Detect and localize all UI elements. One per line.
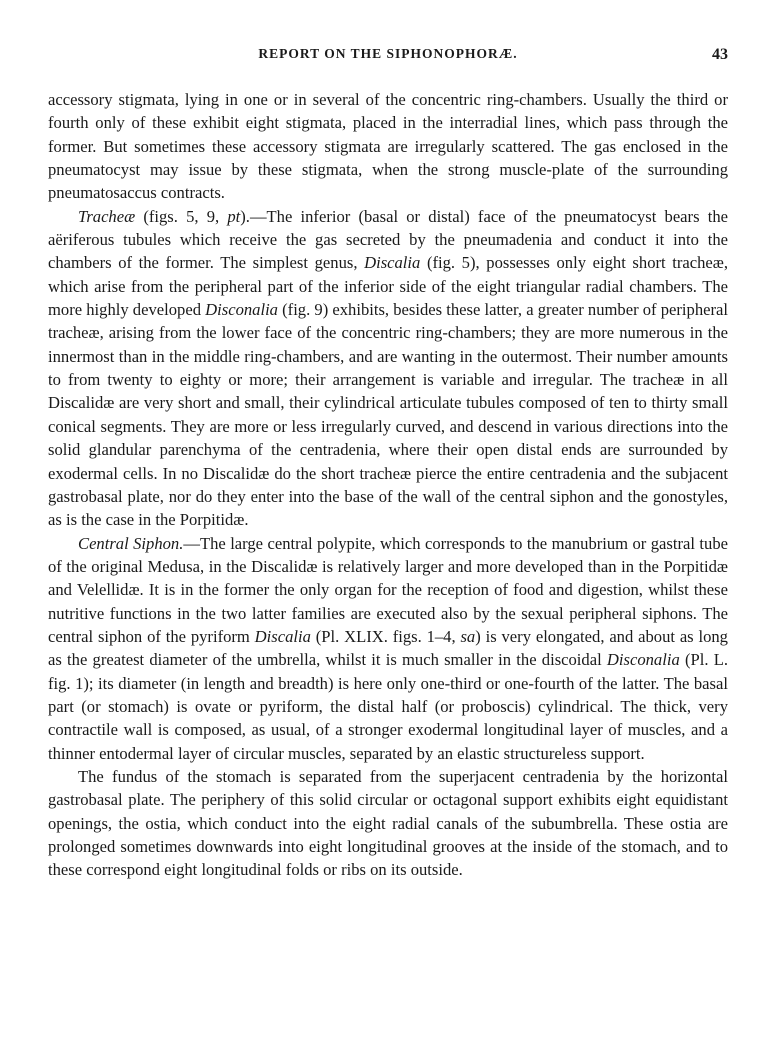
italic-term: sa [460, 626, 476, 646]
page-number: 43 [712, 46, 728, 63]
paragraph-central-siphon [48, 532, 728, 765]
paragraph-continuation [48, 88, 728, 205]
text-run: (fig. 9) exhibits, besides these latter, a greater number of peripheral tracheæ, arising from the lower face of the concentric ring-chambers; they are more numerous in the innermost than in the middle ring-chambers, and are wanting in the outermost. Their number amounts to from twenty to eighty or more; their arrangement is variable and irregular. The tracheæ in all Discalidæ are very short and small, their cylindrical articulate tubules composed of ten to thirty small conical segments. They are more or less irregularly curved, and descend in various directions into the solid glandular parenchyma of the centradenia, where their open distal ends are surrounded by exodermal cells. In no Discalidæ do the short tracheæ pierce the entire centradenia and the subjacent gastrobasal plate, nor do they enter into the base of the wall of the central siphon and the gonostyles, as is the case in the Porpitidæ. [48, 300, 728, 530]
text-run: (fig. 5), possesses only eight short tracheæ, which arise from the peripheral part of the inferior side of the eight triangular radial chambers. The more highly developed [48, 253, 728, 320]
text-run: ) is very elongated, and about as long as the greatest diameter of the umbrella, whilst it is much smaller in the discoidal [48, 626, 728, 670]
italic-term: Discalia [364, 253, 421, 273]
text-run: ).—The inferior (basal or distal) face of the pneumatocyst bears the aëriferous tubules which receive the gas secreted by the pneumadenia and conduct it into the chambers of the former. The simplest genus, [48, 206, 728, 273]
text-run: (Pl. L. fig. 1); its diameter (in length and breadth) is here only one-third or one-fourth of the latter. The basal part (or stomach) is ovate or pyriform, the distal half (or proboscis) cylindrical. The thick, very contractile wall is composed, as usual, of a stronger exodermal longitudinal layer of muscles, and a thinner entodermal layer of circular muscles, separated by an elastic structureless support. [48, 650, 728, 763]
paragraph-stomach-fundus [48, 765, 728, 882]
italic-term: Disconalia [205, 300, 278, 320]
text-run: accessory stigmata, lying in one or in several of the concentric ring-chambers. Usually the third or fourth only of these exhibit eight stigmata, placed in the interradial lines, which pass through the former. But sometimes these accessory stigmata are irregularly scattered. The gas enclosed in the pneumatocyst may issue by these stigmata, when the strong muscle-plate of the surrounding pneumatosaccus contracts. [48, 90, 728, 203]
running-head [48, 46, 728, 68]
italic-term: Tracheæ [78, 206, 136, 226]
body-text [48, 88, 728, 882]
paragraph-tracheae [48, 205, 728, 532]
italic-term: Disconalia [606, 650, 680, 670]
running-title: REPORT ON THE SIPHONOPHORÆ. [258, 46, 518, 61]
italic-term: pt [227, 206, 241, 226]
text-run: (Pl. XLIX. figs. 1–4, [310, 626, 461, 646]
italic-term: Discalia [254, 626, 311, 646]
italic-term: Central Siphon. [78, 533, 184, 553]
text-run: The fundus of the stomach is separated from the superjacent centradenia by the horizontal gastrobasal plate. The periphery of this solid circular or octagonal support exhibits eight equidistant openings, the ostia, which conduct into the eight radial canals of the subumbrella. These ostia are prolonged sometimes downwards into eight longitudinal grooves at the inside of the stomach, and to these correspond eight longitudinal folds or ribs on its outside. [48, 766, 728, 880]
text-run: (figs. 5, 9, [135, 206, 228, 226]
text-run: —The large central polypite, which corresponds to the manubrium or gastral tube of the original Medusa, in the Discalidæ is relatively larger and more developed than in the Porpitidæ and Velellidæ. It is in the former the only organ for the reception of food and digestion, whilst these nutritive functions in the two latter families are executed also by the sexual peripheral siphons. The central siphon of the pyriform [48, 533, 728, 646]
